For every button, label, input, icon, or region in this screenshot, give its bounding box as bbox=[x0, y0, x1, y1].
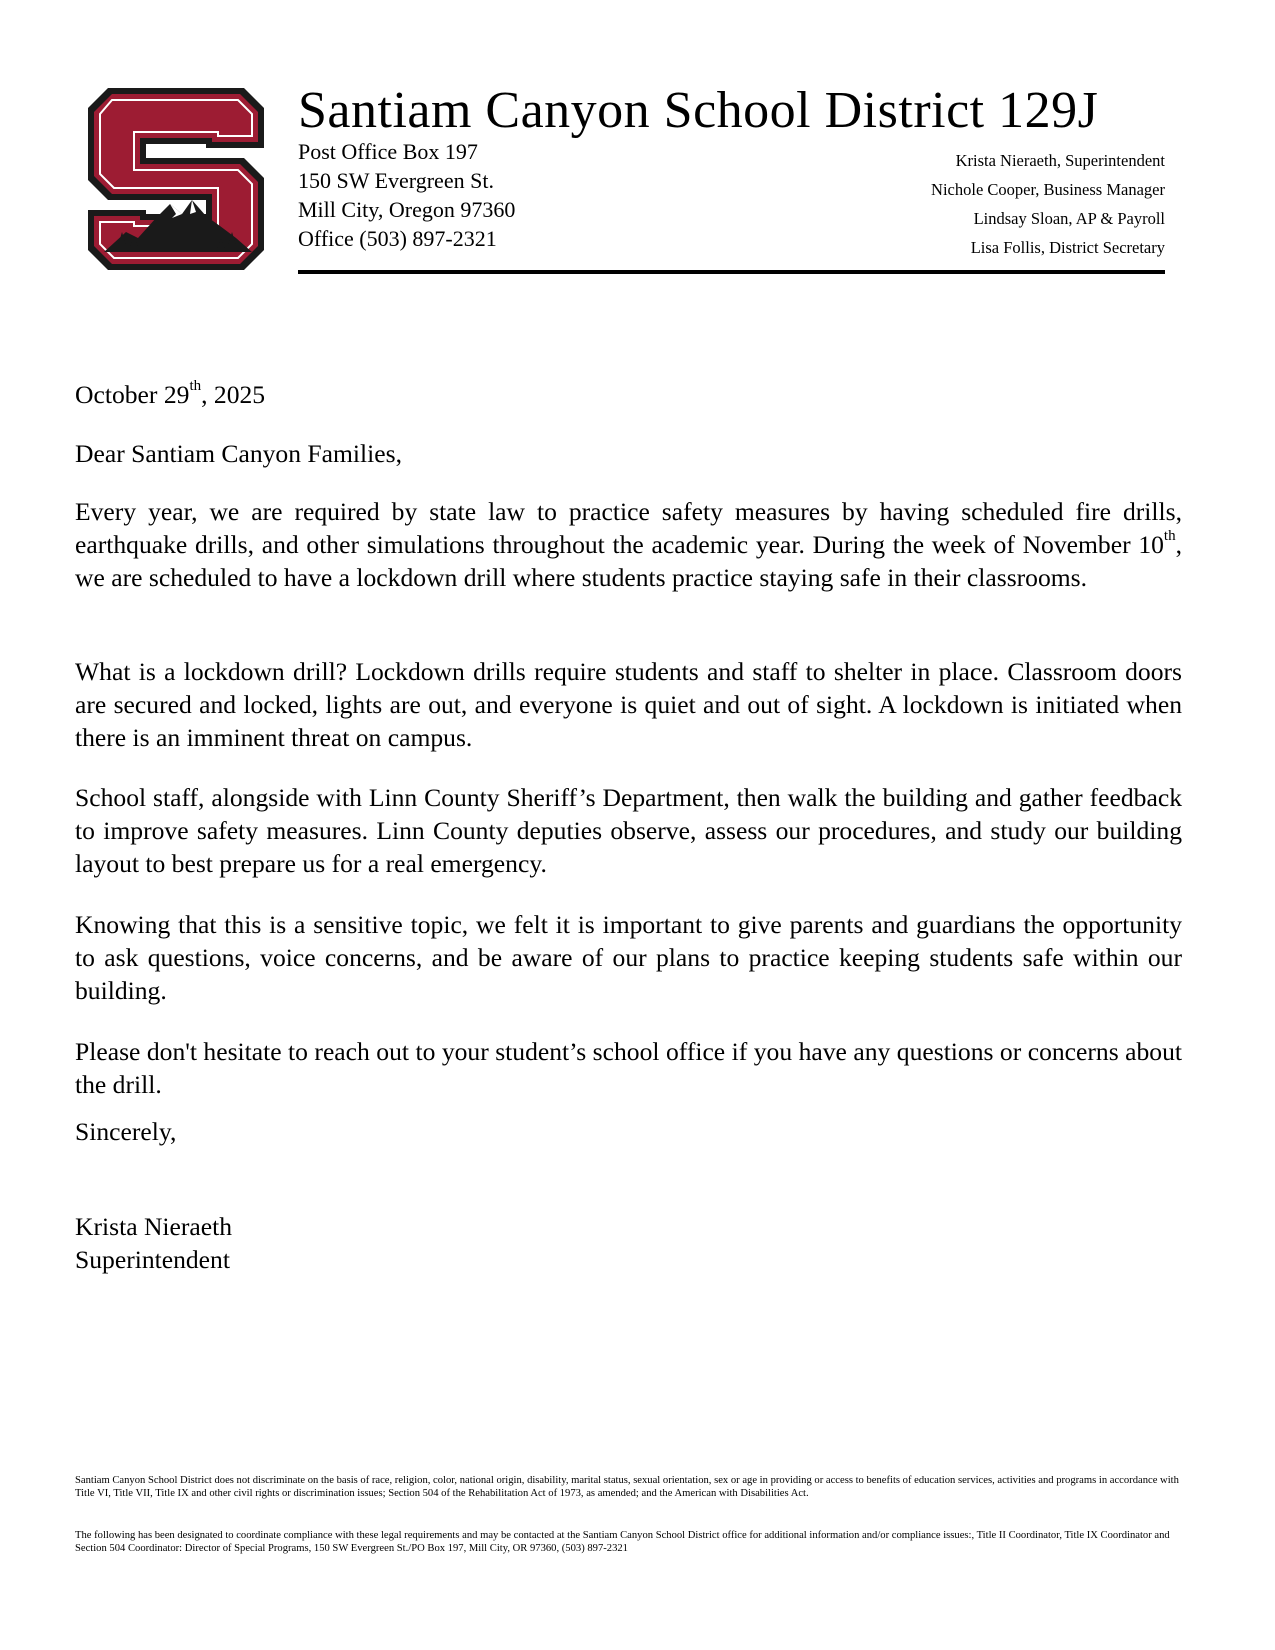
district-name: Santiam Canyon School District 129J bbox=[298, 82, 1099, 139]
district-logo bbox=[86, 86, 266, 272]
address-line-po-box: Post Office Box 197 bbox=[298, 139, 478, 164]
paragraph-1: Every year, we are required by state law to practice safety measures by having scheduled fire drills, earthquake drills, and other simulations throughout the academic year. During the week of November 10th, we are scheduled to have a lockdown drill where students practice staying safe in their classrooms. bbox=[75, 497, 1182, 592]
closing: Sincerely, bbox=[75, 1117, 177, 1146]
staff-secretary: Lisa Follis, District Secretary bbox=[970, 238, 1165, 257]
letterhead-divider bbox=[298, 270, 1165, 274]
paragraph-2: What is a lockdown drill? Lockdown drills require students and staff to shelter in place. Classroom doors are secured and locked, lights are out, and everyone is quiet and out of sight. A lockdown is initiated when there is an imminent threat on campus. bbox=[75, 657, 1182, 752]
salutation: Dear Santiam Canyon Families, bbox=[75, 439, 402, 468]
staff-business-manager: Nichole Cooper, Business Manager bbox=[931, 180, 1165, 199]
compliance-statement: The following has been designated to coordinate compliance with these legal requirements and may be contacted at the Santiam Canyon School District office for additional information and/or compliance issues:, Title II Coordinator, Title IX Coordinator and Section 504 Coordinator: Director of Special Programs, 150 SW Evergreen St./PO Box 197, Mill City, OR 97360, (503) 897-2321 bbox=[75, 1530, 1170, 1554]
paragraph-3: School staff, alongside with Linn County Sheriff’s Department, then walk the building and gather feedback to improve safety measures. Linn County deputies observe, assess our procedures, and study our building layout to best prepare us for a real emergency. bbox=[75, 783, 1182, 878]
signer-title: Superintendent bbox=[75, 1245, 230, 1274]
paragraph-4: Knowing that this is a sensitive topic, we felt it is important to give parents and guardians the opportunity to ask questions, voice concerns, and be aware of our plans to practice keeping students safe within our building. bbox=[75, 910, 1182, 1005]
address-line-street: 150 SW Evergreen St. bbox=[298, 168, 494, 193]
nondiscrimination-statement: Santiam Canyon School District does not discriminate on the basis of race, religion, color, national origin, disability, marital status, sexual orientation, sex or age in providing or access to benefits of education services, activities and programs in accordance with Title VI, Title VII, Title IX and other civil rights or discrimination issues; Section 504 of the Rehabilitation Act of 1973, as amended; and the American with Disabilities Act. bbox=[75, 1475, 1179, 1499]
letter-date: October 29th, 2025 bbox=[75, 378, 266, 409]
signer-name: Krista Nieraeth bbox=[75, 1212, 233, 1241]
staff-superintendent: Krista Nieraeth, Superintendent bbox=[955, 151, 1165, 170]
address-line-city: Mill City, Oregon 97360 bbox=[298, 197, 516, 222]
paragraph-5: Please don't hesitate to reach out to your student’s school office if you have any questions or concerns about the drill. bbox=[75, 1037, 1182, 1099]
staff-payroll: Lindsay Sloan, AP & Payroll bbox=[973, 209, 1165, 228]
address-line-phone: Office (503) 897-2321 bbox=[298, 226, 497, 251]
district-s-mountain-icon bbox=[86, 86, 266, 272]
